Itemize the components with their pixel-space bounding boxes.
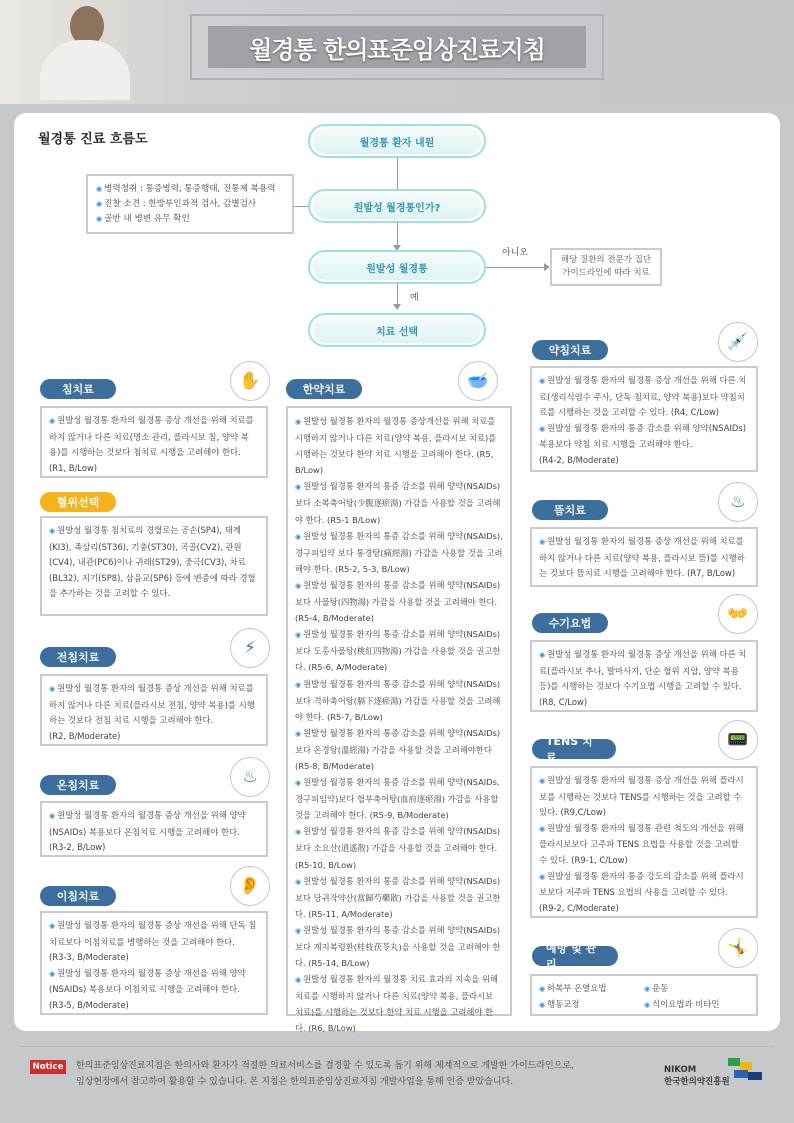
electro-acupuncture-icon: ⚡ [230, 628, 270, 668]
section-ear-box: ◉ 원발성 월경통 환자의 월경통 증상 개선을 위해 단독 침치료보다 이침치료를 병행하는 것을 고려해야 한다. (R3-3, B/Moderate) ◉ 원발성 월경통 환자의 월경통 증상 개선을 위해 양약(NSAIDs) 복용보다 이침치료 시행을 고려해야 한다. (R3-5, B/Moderate) [40, 911, 268, 1015]
flow-heading: 월경통 진료 흐름도 [38, 132, 148, 147]
section-manual-title: 수기요법 [532, 613, 608, 633]
section-acupoint-box: ◉ 원발성 월경통 침치료의 경혈로는 공손(SP4), 태계(KI3), 족삼리(ST36), 기충(ST30), 곡골(CV2), 관원(CV4), 내관(PC6)이나 귀래(ST29), 중극(CV3), 차료(BL32), 지기(SP8), 삼음교(SP6) 등에 변증에 따라 경혈을 추가하는 것을 고려할 수 있다. [40, 516, 268, 616]
tens-device-icon: 📟 [718, 720, 758, 760]
section-herbal-box: ◉ 원발성 월경통 환자의 월경통 증상개선을 위해 치료를 시행하지 않거나 다른 치료(양약 복용, 플라시보 치료)를 시행하는 것보다 한약 치료 시행을 고려해야 한다. (R5, B/Low) ◉ 원발성 월경통 환자의 통증 감소를 위해 양약(NSAIDs)보다 소복축어탕(少腹逐瘀湯) 가감을 사용할 것을 고려해야 한다. (R5-1 B/Low) ◉ 원발성 월경통 환자의 통증 감소를 위해 양약(NSAIDs), 경구피임약 보다 통경탕(痛經湯) 가감을 사용할 것을 고려해야 한다. (R5-2, 5-3, B/Low) ◉ 원발성 월경통 환자의 통증 감소를 위해 양약(NSAIDs)보다 사물탕(四物湯) 가감을 사용할 것을 고려해야 한다. (R5-4, B/Moderate) ◉ 원발성 월경통 환자의 통증 감소를 위해 양약(NSAIDs)보다 도홍사물탕(桃紅四物湯) 가감을 사용할 것을 권고한다. (R5-6, A/Moderate) ◉ 원발성 월경통 환자의 통증 감소를 위해 양약(NSAIDs)보다 격하축어탕(膈下逐瘀湯) 가감을 사용할 것을 고려해야 한다. (R5-7, B/Low) ◉ 원발성 월경통 환자의 통증 감소를 위해 양약(NSAIDs)보다 온경탕(溫經湯) 가감을 사용할 것을 고려해야한다 (R5-8, B/Moderate) ◉ 원발성 월경통 환자의 통증 감소를 위해 양약(NSAIDs, 경구피임약)보다 혈부축어탕(血府逐瘀湯) 가감을 사용할 것을 고려해야 한다. (R5-9, B/Moderate) ◉ 원발성 월경통 환자의 통증 감소를 위해 양약(NSAIDs)보다 소요산(逍遙散) 가감을 사용할 것을 고려해야 한다. (R5-10, B/Low) ◉ 원발성 월경통 환자의 통증 감소를 위해 양약(NSAIDs)보다 당귀작약산(當歸芍藥散) 가감을 사용할 것을 권고한다. (R5-11, A/Moderate) ◉ 원발성 월경통 환자의 통증 감소를 위해 양약(NSAIDs)보다 계지복령환(桂枝茯苓丸)을 사용할 것을 고려해야 한다. (R5-14, B/Low) ◉ 원발성 월경통 환자의 월경통 치료 효과의 지속을 위해 치료를 시행하지 않거나 다른 치료(양약 복용, 플라시보 치료)를 시행하는 것보다 한약 치료 시행을 고려해야 한다. (R6, B/Low) [286, 406, 512, 1016]
no-branch-box: 해당 질환의 전문가 집단 가이드라인에 따라 치료 [550, 248, 662, 286]
section-acupuncture-box: ◉ 원발성 월경통 환자의 월경통 증상 개선을 위해 치료를 하지 않거나 다른 치료(명소 관리, 플라시보 침, 양약 복용)를 시행하는 것보다 침치료 시행을 고려해야 한다. (R1, B/Low) [40, 406, 268, 478]
section-electro-title: 전침치료 [40, 647, 116, 667]
notice-badge: Notice [30, 1060, 66, 1074]
prevent-item: ◉ 운동 [644, 981, 749, 997]
flow-step-primary-question: 원발성 월경통인가? [308, 189, 486, 223]
section-warm-box: ◉ 원발성 월경통 환자의 월경통 증상 개선을 위해 양약(NSAIDs) 복용보다 온침치료 시행을 고려해야 한다. (R3-2, B/Low) [40, 801, 268, 857]
prevent-item: ◉ 행동교정 [539, 997, 644, 1013]
section-acupoint-title: 혈위선택 [40, 492, 116, 512]
flow-step-visit: 월경통 환자 내원 [308, 124, 486, 158]
section-tens-box: ◉ 원발성 월경통 환자의 월경통 증상 개선을 위해 플라시보를 시행하는 것보다 TENS를 시행하는 것을 고려할 수 있다. (R9,C/Low) ◉ 원발성 월경통 환자의 월경통 관련 척도의 개선을 위해 플라시보보다 고주파 TENS 요법을 사용할 것을 고려할 수 있다. (R9-1, C/Low) ◉ 원발성 월경통 환자의 통증 강도의 감소를 위해 플라시보보다 저주파 TENS 요법의 사용을 고려할 수 있다. (R9-2, C/Moderate) [530, 766, 758, 918]
section-warm-title: 온침치료 [40, 775, 116, 795]
section-prevent-title: 예방 및 관리 [532, 946, 618, 966]
prevent-item: ◉ 하복부 온열요법 [539, 981, 644, 997]
exam-box: ◉ 병력청취 : 통증병력, 통증행태, 진통제 복용력 ◉ 진찰 소견 : 한방부인과적 검사, 감별검사 ◉ 골반 내 병변 유무 확인 [86, 174, 294, 234]
warm-needle-icon: ♨ [230, 757, 270, 797]
header-photo [0, 0, 170, 104]
hands-icon: 👐 [718, 594, 758, 634]
flow-step-primary: 원발성 월경통 [308, 250, 486, 284]
herbal-bowl-icon: 🥣 [458, 361, 498, 401]
section-pharmaco-title: 약침치료 [532, 340, 608, 360]
acupuncture-icon: ✋ [230, 361, 270, 401]
section-herbal-title: 한약치료 [286, 379, 362, 399]
flow-no-label: 아니오 [502, 248, 529, 258]
flow-yes-label: 예 [410, 293, 419, 303]
org-logo-icon [728, 1058, 764, 1082]
section-tens-title: TENS 치료 [532, 739, 616, 759]
flow-no-line [486, 267, 548, 268]
section-electro-box: ◉ 원발성 월경통 환자의 월경통 증상 개선을 위해 치료를 하지 않거나 다른 치료(플라시보 전침, 양약 복용)를 시행하는 것보다 전침 치료 시행을 고려해야 한다. (R2, B/Moderate) [40, 674, 268, 746]
org-logo-text: NIKOM 한국한의약진흥원 [664, 1065, 730, 1087]
ear-icon: 👂 [230, 866, 270, 906]
page-title: 월경통 한의표준임상진료지침 [249, 35, 545, 64]
section-pharmaco-box: ◉ 원발성 월경통 환자의 월경통 증상 개선을 위해 다른 치료(생리식염수 주사, 단독 침치료, 양약 복용)보다 약침치료를 시행하는 것을 고려할 수 있다. (R4, C/Low) ◉ 원발성 월경통 환자의 통증 감소를 위해 양약(NSAIDs) 복용보다 약침 치료 시행을 고려해야 한다. (R4-2, B/Moderate) [530, 366, 758, 472]
moxa-icon: ♨ [718, 482, 758, 522]
syringe-icon: 💉 [718, 322, 758, 362]
prevent-item: ◉ 식이요법과 비타민 [644, 997, 749, 1013]
flow-step-choose: 치료 선택 [308, 313, 486, 347]
arrow-icon [393, 304, 401, 310]
footer-divider [20, 1046, 774, 1047]
section-moxa-title: 뜸치료 [532, 500, 608, 520]
section-manual-box: ◉ 원발성 월경통 환자의 월경통 증상 개선을 위해 다른 치료(플라시보 추나, 발마사지, 단순 혈위 지압, 양약 복용등)를 시행하는 것보다 수기요법 시행을 고려할 수 있다. (R8, C/Low) [530, 640, 758, 712]
section-ear-title: 이침치료 [40, 886, 116, 906]
section-acupuncture-title: 침치료 [40, 379, 116, 399]
notice-text: 한의표준임상진료지침은 한의사와 환자가 적절한 의료서비스를 결정할 수 있도록 돕기 위해 체계적으로 개발한 가이드라인으로, 임상현장에서 참고하여 활용할 수 있습니다. 본 지침은 한의표준임상진료지침 개발사업을 통해 인증 받았습니다. [76, 1061, 574, 1087]
section-prevent-box [530, 974, 758, 1016]
exercise-icon: 🤸 [718, 928, 758, 968]
section-moxa-box: ◉ 원발성 월경통 환자의 월경통 증상 개선을 위해 치료를 하지 않거나 다른 치료(양약 복용, 플라시보 뜸)를 시행하는 것보다 뜸치료 시행을 고려해야 한다. (R7, B/Low) [530, 527, 758, 587]
